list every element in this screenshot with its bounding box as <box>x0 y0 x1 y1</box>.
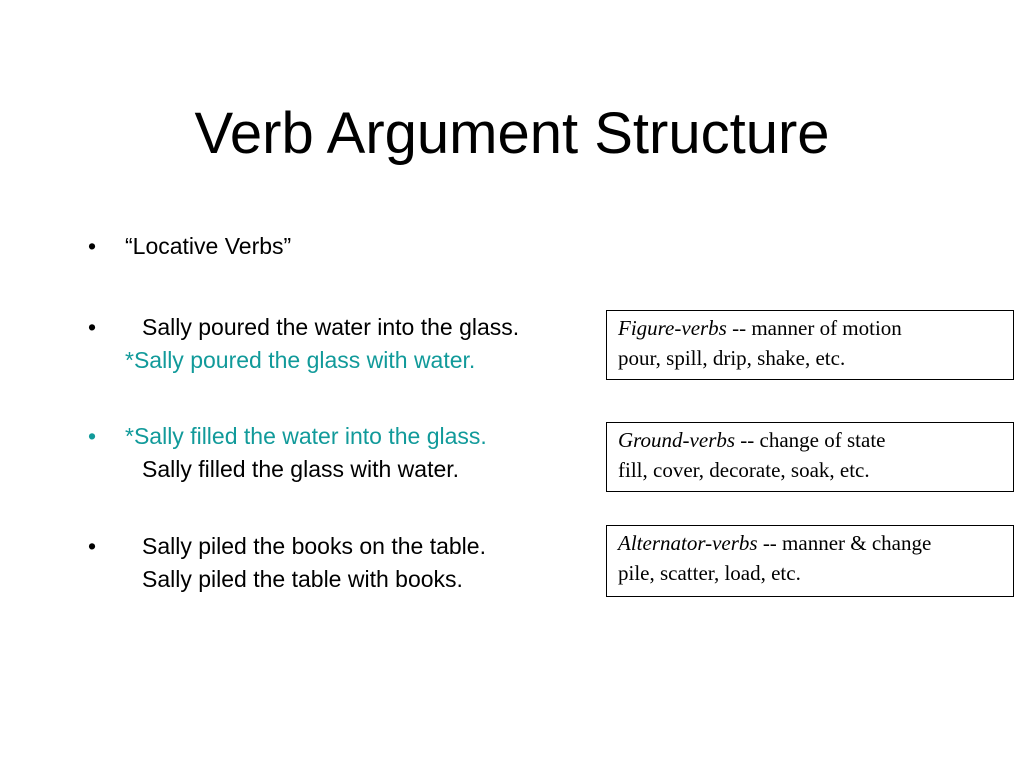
box-description: -- manner & change <box>757 531 932 555</box>
box-description: -- change of state <box>735 428 886 452</box>
box-examples: pile, scatter, load, etc. <box>618 561 801 585</box>
box-heading <box>618 313 1013 343</box>
ground-verbs-box <box>606 422 1014 492</box>
sentence-ungrammatical: *Sally filled the water into the glass. <box>125 423 487 449</box>
bullet-marker: • <box>88 423 97 449</box>
box-heading <box>618 425 1013 455</box>
sentence-grammatical: Sally filled the glass with water. <box>142 456 460 482</box>
box-examples: fill, cover, decorate, soak, etc. <box>618 458 870 482</box>
bullet-marker: • <box>88 233 97 259</box>
sentence-ungrammatical: *Sally poured the glass with water. <box>125 347 476 373</box>
sentence-grammatical: Sally poured the water into the glass. <box>142 314 520 340</box>
bullet-marker: • <box>88 533 97 559</box>
bullet-text: “Locative Verbs” <box>125 233 292 259</box>
box-term: Alternator-verbs <box>618 531 758 555</box>
alternator-verbs-box <box>606 525 1014 597</box>
box-description: -- manner of motion <box>726 316 902 340</box>
slide-title: Verb Argument Structure <box>194 101 830 166</box>
box-term: Figure-verbs <box>618 316 727 340</box>
box-term: Ground-verbs <box>618 428 736 452</box>
sentence-grammatical: Sally piled the table with books. <box>142 566 463 592</box>
figure-verbs-box <box>606 310 1014 380</box>
bullet-marker: • <box>88 314 97 340</box>
box-heading <box>618 528 1013 558</box>
sentence-grammatical: Sally piled the books on the table. <box>142 533 486 559</box>
box-examples: pour, spill, drip, shake, etc. <box>618 346 846 370</box>
